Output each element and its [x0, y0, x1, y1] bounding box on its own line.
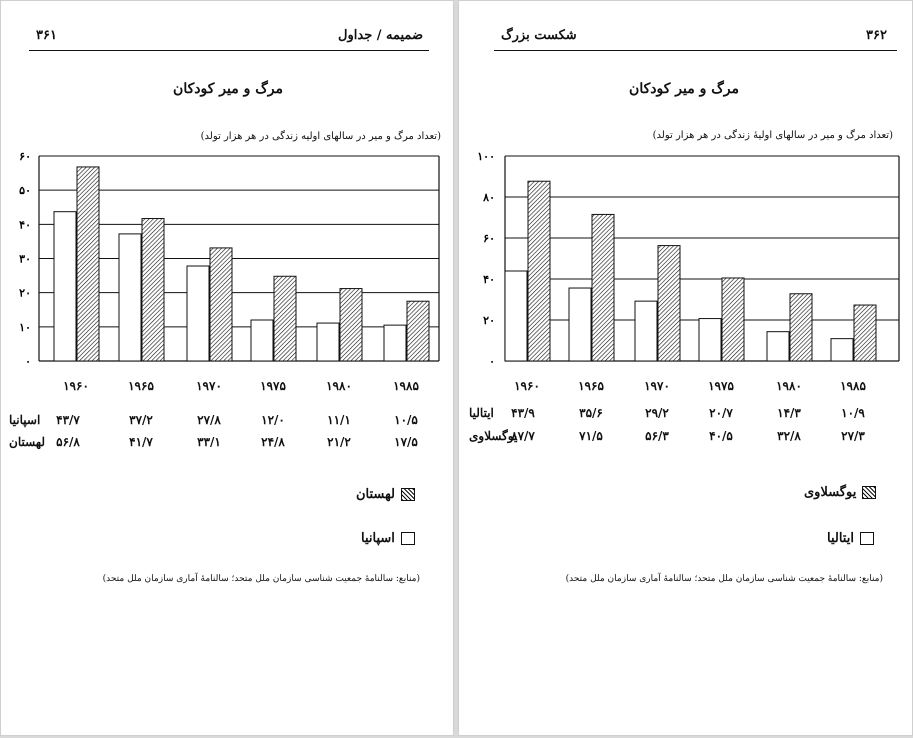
- y-tick-label: ۱۰۰: [477, 150, 495, 163]
- bar-plain-1975: [251, 320, 273, 361]
- table-cell: ۱۴/۳: [777, 406, 801, 420]
- table-row-spain: [1, 413, 455, 431]
- table-cell: ۱۰/۹: [841, 406, 865, 420]
- year-label: ۱۹۷۰: [644, 379, 670, 393]
- bar-plain-1960: [54, 212, 76, 361]
- table-cell: ۱۰/۵: [394, 413, 418, 427]
- year-label: ۱۹۷۰: [196, 379, 222, 393]
- year-labels-row: [459, 379, 913, 397]
- bar-hatched-1970: [658, 246, 680, 361]
- y-tick-label: ۰: [489, 355, 495, 368]
- empty-swatch-icon: [860, 532, 874, 545]
- table-cell: ۳۷/۲: [129, 413, 153, 427]
- table-cell: ۸۷/۷: [511, 429, 535, 443]
- y-tick-label: ۶۰: [483, 232, 495, 245]
- chart-title: مرگ و میر کودکان: [173, 81, 283, 97]
- year-label: ۱۹۶۰: [63, 379, 89, 393]
- source-note: (منابع: سالنامهٔ جمعیت شناسی سازمان ملل متحد؛ سالنامهٔ آماری سازمان ملل متحد): [102, 574, 420, 584]
- table-row-label: لهستان: [9, 435, 45, 449]
- legend-label: ایتالیا: [827, 531, 854, 546]
- running-header: شکست بزرگ: [501, 28, 577, 43]
- bar-plain-1980: [767, 332, 789, 361]
- year-label: ۱۹۶۵: [128, 379, 154, 393]
- bar-hatched-1960: [528, 181, 550, 361]
- table-cell: ۴۱/۷: [129, 435, 153, 449]
- table-cell: ۲۷/۳: [841, 429, 865, 443]
- legend-label: یوگسلاوی: [804, 485, 857, 500]
- bar-plain-1980: [317, 323, 339, 361]
- table-cell: ۲۹/۲: [645, 406, 669, 420]
- year-label: ۱۹۸۰: [326, 379, 352, 393]
- legend-label: لهستان: [356, 487, 395, 502]
- y-tick-label: ۱۰: [19, 320, 31, 334]
- table-cell: ۵۶/۸: [56, 435, 80, 449]
- page-number: ۳۶۲: [866, 28, 887, 43]
- source-note: (منابع: سالنامهٔ جمعیت شناسی سازمان ملل متحد؛ سالنامهٔ آماری سازمان ملل متحد): [565, 574, 883, 584]
- page-number: ۳۶۱: [36, 28, 57, 43]
- bar-plain-1965: [569, 288, 591, 361]
- year-label: ۱۹۸۵: [393, 379, 419, 393]
- y-tick-label: ۵۰: [19, 184, 31, 198]
- table-cell: ۳۵/۶: [579, 406, 603, 420]
- bar-plain-1975: [699, 319, 721, 361]
- table-cell: ۱۱/۱: [327, 413, 351, 427]
- bar-plain-1985: [384, 325, 406, 361]
- bar-plain-1970: [187, 266, 209, 361]
- legend-item-poland: [356, 487, 415, 502]
- y-tick-label: ۰: [25, 355, 31, 368]
- table-cell: ۲۰/۷: [709, 406, 733, 420]
- y-tick-label: ۴۰: [483, 273, 495, 286]
- chart-subtitle: (تعداد مرگ و میر در سالهای اولیهٔ زندگی در هر هزار تولد): [652, 130, 893, 141]
- header-rule: [494, 50, 897, 51]
- bar-chart-italy-yugoslavia: [459, 146, 913, 371]
- table-cell: ۷۱/۵: [579, 429, 603, 443]
- table-cell: ۳۳/۱: [197, 435, 221, 449]
- bar-hatched-1970: [210, 248, 232, 361]
- bar-chart-spain-poland: [1, 146, 455, 371]
- bar-plain-1960: [505, 271, 527, 361]
- bar-hatched-1975: [274, 276, 296, 361]
- table-cell: ۲۱/۲: [327, 435, 351, 449]
- bar-plain-1965: [119, 234, 141, 361]
- table-cell: ۱۲/۰: [261, 413, 285, 427]
- table-row-label: اسپانیا: [9, 413, 41, 427]
- y-tick-label: ۲۰: [483, 314, 495, 327]
- header-rule: [29, 50, 429, 51]
- legend-item-italy: [827, 531, 874, 546]
- legend-item-spain: [361, 531, 415, 546]
- table-row-label: ایتالیا: [469, 406, 494, 420]
- empty-swatch-icon: [401, 532, 415, 545]
- page-362: [458, 0, 913, 736]
- bar-plain-1970: [635, 301, 657, 361]
- y-tick-label: ۳۰: [19, 252, 31, 266]
- table-cell: ۴۳/۷: [56, 413, 80, 427]
- bar-hatched-1960: [77, 167, 99, 361]
- chart-title: مرگ و میر کودکان: [629, 81, 739, 97]
- table-cell: ۵۶/۳: [645, 429, 669, 443]
- y-tick-label: ۸۰: [483, 191, 495, 204]
- table-cell: ۱۷/۵: [394, 435, 418, 449]
- year-label: ۱۹۸۰: [776, 379, 802, 393]
- year-labels-row: [1, 379, 455, 397]
- bar-hatched-1975: [722, 278, 744, 361]
- hatched-swatch-icon: [862, 486, 876, 499]
- table-row-italy: [459, 406, 913, 424]
- bar-hatched-1965: [592, 214, 614, 361]
- bar-hatched-1985: [854, 305, 876, 361]
- y-tick-label: ۴۰: [19, 218, 31, 232]
- y-tick-label: ۲۰: [19, 286, 31, 300]
- bar-plain-1985: [831, 339, 853, 361]
- chart-subtitle: (تعداد مرگ و میر در سالهای اولیه زندگی در هر هزار تولد): [200, 131, 441, 142]
- legend-label: اسپانیا: [361, 531, 395, 546]
- table-row-yugoslavia: [459, 429, 913, 447]
- bar-hatched-1980: [340, 289, 362, 361]
- table-cell: ۲۴/۸: [261, 435, 285, 449]
- table-cell: ۴۰/۵: [709, 429, 733, 443]
- legend-item-yugoslavia: [804, 485, 876, 500]
- page-361: [0, 0, 454, 736]
- year-label: ۱۹۶۰: [514, 379, 540, 393]
- table-cell: ۴۳/۹: [511, 406, 535, 420]
- table-row-label: یوگسلاوی: [469, 429, 518, 443]
- table-cell: ۳۲/۸: [777, 429, 801, 443]
- bar-hatched-1985: [407, 301, 429, 361]
- bar-hatched-1965: [142, 219, 164, 361]
- year-label: ۱۹۶۵: [578, 379, 604, 393]
- bar-hatched-1980: [790, 294, 812, 361]
- table-cell: ۲۷/۸: [197, 413, 221, 427]
- hatched-swatch-icon: [401, 488, 415, 501]
- year-label: ۱۹۸۵: [840, 379, 866, 393]
- year-label: ۱۹۷۵: [708, 379, 734, 393]
- running-header: ضمیمه / جداول: [338, 28, 423, 43]
- table-row-poland: [1, 435, 455, 453]
- year-label: ۱۹۷۵: [260, 379, 286, 393]
- y-tick-label: ۶۰: [19, 150, 31, 163]
